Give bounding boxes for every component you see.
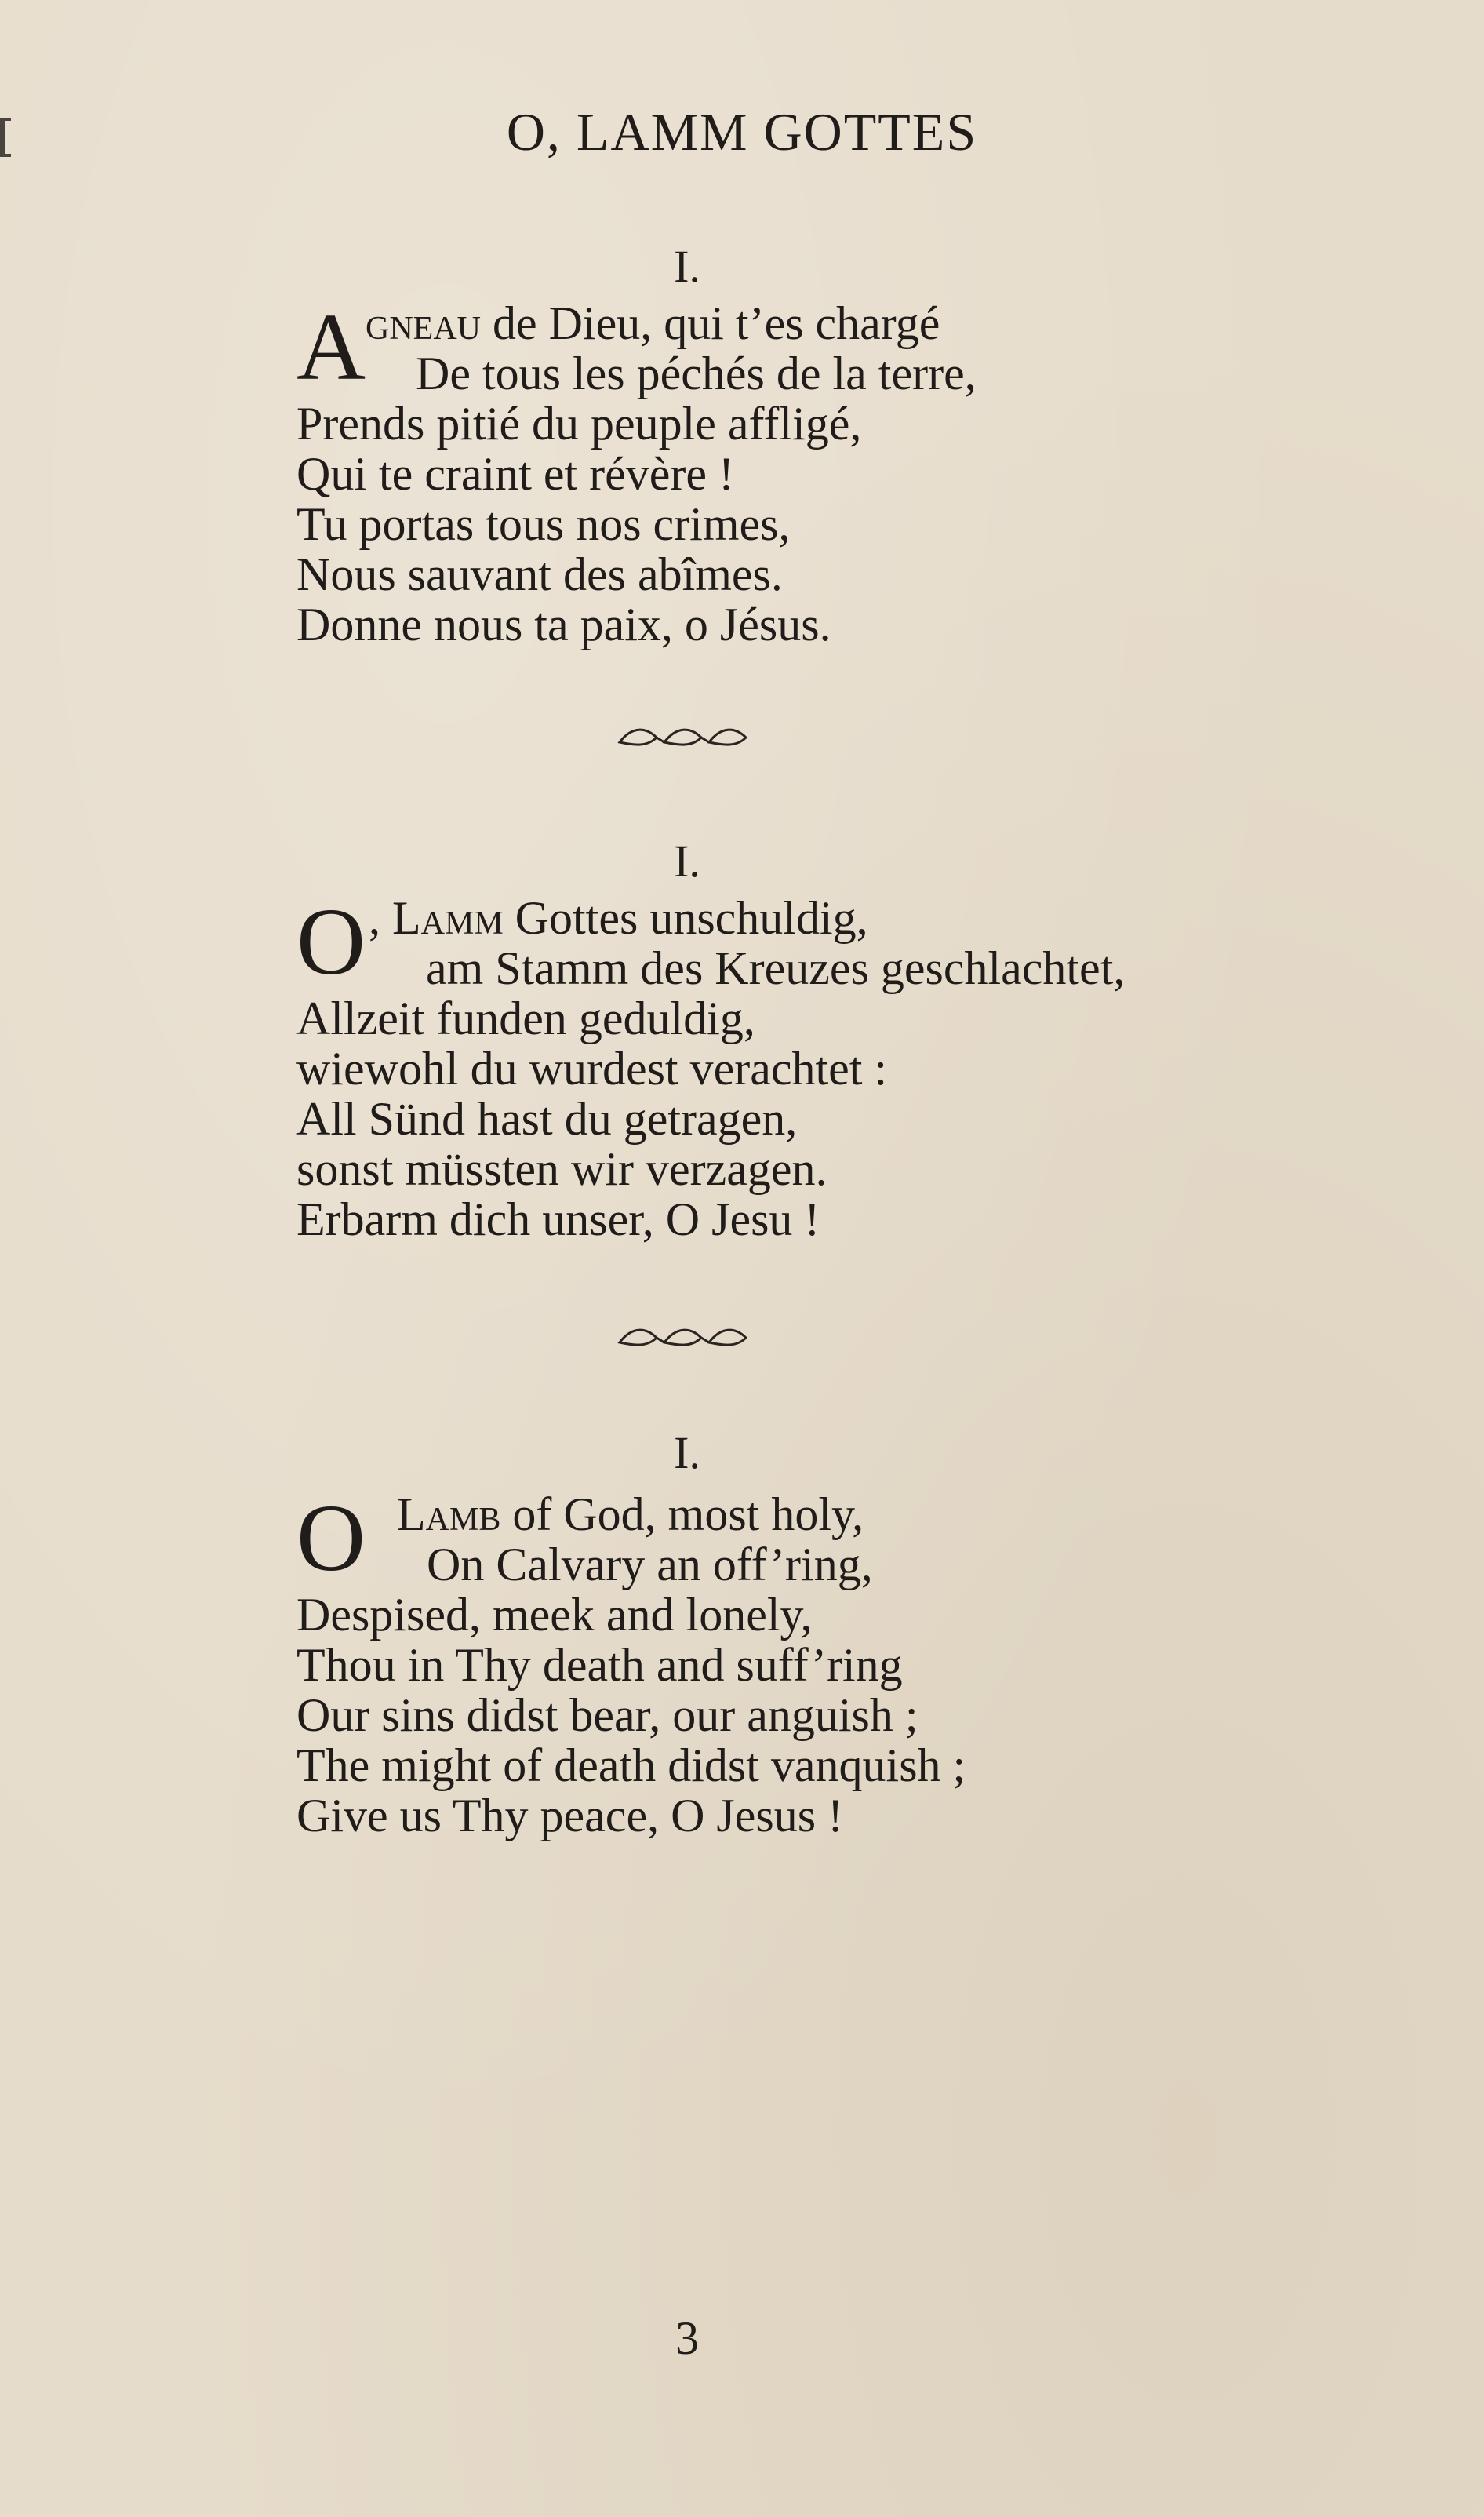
- drop-cap: O: [296, 1485, 366, 1591]
- first-line-text: , Lamm Gottes unschuldig,: [369, 892, 868, 944]
- verse-line: am Stamm des Kreuzes geschlachtet,: [426, 942, 1126, 994]
- verse-line: Tu portas tous nos crimes,: [296, 498, 791, 550]
- verse-line: Prends pitié du peuple affligé,: [296, 398, 862, 450]
- verse-line: Allzeit funden geduldig,: [296, 993, 755, 1044]
- verse-line: On Calvary an off’ring,: [427, 1539, 873, 1590]
- verse-line: Thou in Thy death and suff’ring: [296, 1639, 903, 1691]
- stanza-english: [296, 1485, 1332, 1841]
- stanza-number-german: I.: [674, 836, 700, 887]
- verse-line: De tous les péchés de la terre,: [416, 348, 977, 399]
- drop-cap: O: [296, 889, 366, 995]
- verse-line: Despised, meek and lonely,: [296, 1589, 813, 1641]
- verse-line: Give us Thy peace, O Jesus !: [296, 1790, 844, 1841]
- running-title: O, LAMM GOTTES: [506, 102, 978, 162]
- stanza-number-french: I.: [674, 241, 700, 292]
- first-line-text: gneau de Dieu, qui t’es chargé: [366, 297, 940, 349]
- scroll-ornament-icon: [616, 1322, 757, 1353]
- drop-cap: A: [296, 294, 366, 400]
- verse-line: wiewohl du wurdest verachtet :: [296, 1043, 888, 1095]
- stanza-german: [296, 889, 1332, 1245]
- verse-line: Erbarm dich unser, O Jesu !: [296, 1193, 820, 1245]
- verse-line: All Sünd hast du getragen,: [296, 1093, 798, 1145]
- scroll-ornament-icon: [616, 722, 757, 753]
- first-line-text: Lamb of God, most holy,: [397, 1488, 864, 1540]
- verse-line: The might of death didst vanquish ;: [296, 1739, 966, 1791]
- verse-line: Our sins didst bear, our anguish ;: [296, 1689, 918, 1741]
- page-number: 3: [675, 2312, 699, 2364]
- stanza-french: [296, 294, 1332, 650]
- verse-line: Nous sauvant des abîmes.: [296, 548, 783, 600]
- verse-line: Qui te craint et révère !: [296, 448, 735, 500]
- verse-line: Donne nous ta paix, o Jésus.: [296, 599, 831, 650]
- stanza-number-english: I.: [674, 1427, 700, 1478]
- verse-line: sonst müssten wir verzagen.: [296, 1143, 827, 1195]
